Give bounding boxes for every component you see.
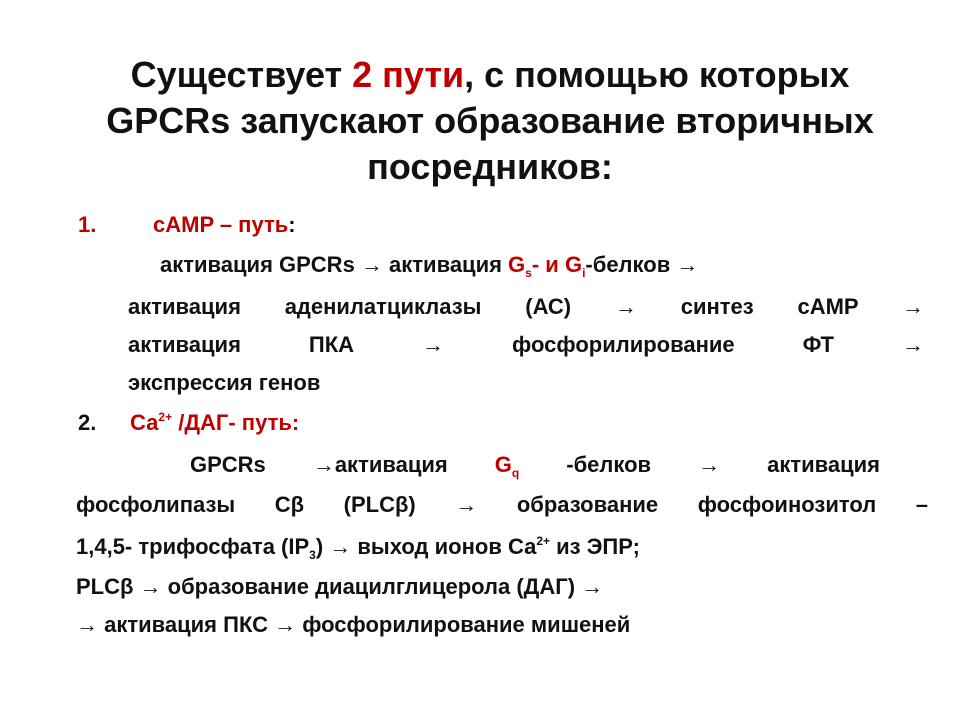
title-line-1: Существует 2 пути, с помощью которых xyxy=(130,54,850,95)
title-line-3: посредников: xyxy=(367,146,613,187)
slide-title xyxy=(60,52,920,190)
path2-line-2: фосфолипазы Cβ (PLCβ) → образование фосфоинозитол – xyxy=(76,492,928,517)
path1-heading: cAMP – путь: xyxy=(153,212,296,237)
path2-line-3: 1,4,5- трифосфата $(IP_3)$ → выход ионов $Са^{2+}$ из ЭПР; xyxy=(76,534,640,562)
path1-line-2: активация аденилатциклазы (АС) → синтез cAMP → xyxy=(128,294,924,319)
path1-line-4: экспрессия генов xyxy=(128,370,321,395)
path1-line-3: активация ПКА → фосфорилирование ФТ → xyxy=(128,332,924,357)
path1-number: 1. xyxy=(78,212,97,237)
title-line-2: GPCRs запускают образование вторичных xyxy=(106,100,874,141)
path2-heading: $Са^{2+}$ /ДАГ- путь: xyxy=(130,410,300,435)
path2-line-1: GPCRs →активация $G_q$ -белков → активация xyxy=(190,452,881,480)
path1-line-1: активация GPCRs → активация $G_s-$ и $G_i$-белков → xyxy=(160,252,699,280)
path2-number: 2. xyxy=(78,410,97,435)
title-highlight: 2 пути xyxy=(352,54,465,95)
path2-line-4: PLCβ → образование диацилглицерола (ДАГ) → xyxy=(76,574,604,599)
path2-line-5: → активация ПКС → фосфорилирование мишеней xyxy=(76,612,631,637)
